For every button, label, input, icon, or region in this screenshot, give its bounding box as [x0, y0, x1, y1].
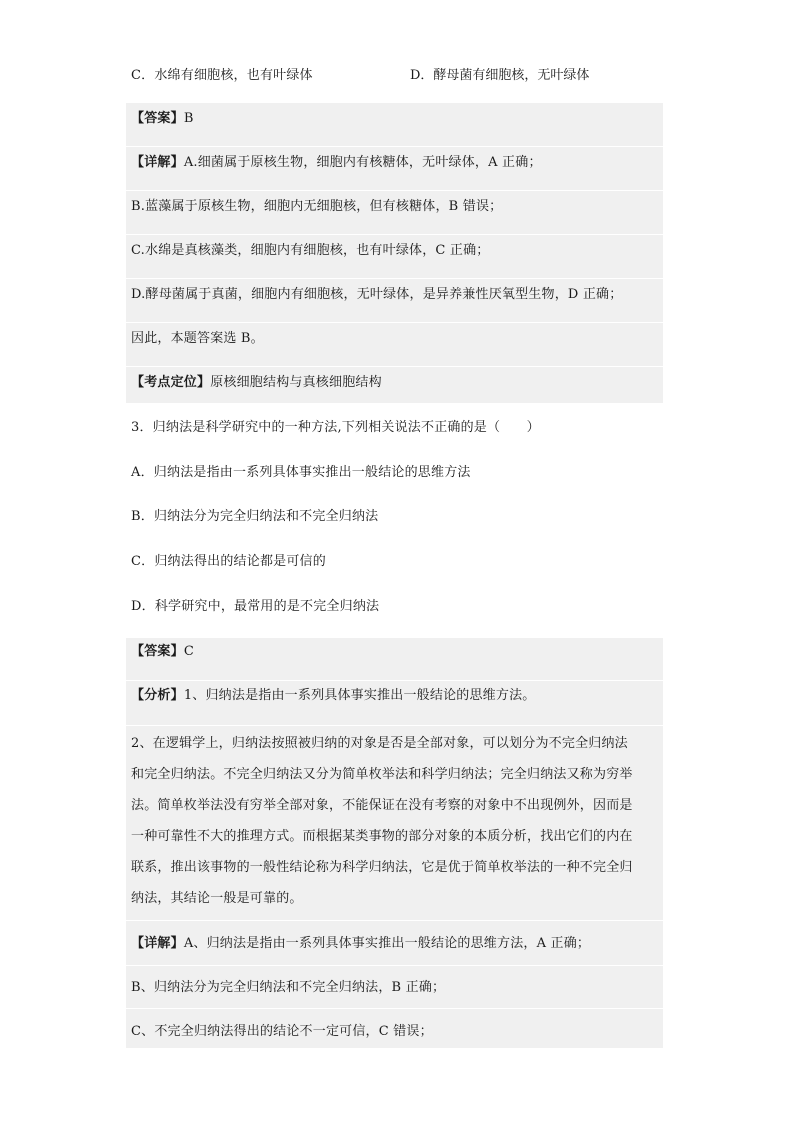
analysis-tag: 【分析】 [131, 688, 184, 703]
detail-text: A、归纳法是指由一系列具体事实推出一般结论的思维方法，A 正确； [183, 936, 591, 951]
q2-detail-line-2: B.蓝藻属于原核生物，细胞内无细胞核，但有核糖体，B 错误； [131, 199, 503, 214]
separator [126, 1008, 663, 1009]
answer-value: B [183, 111, 194, 126]
q3-analysis-para-line: 2、在逻辑学上，归纳法按照被归纳的对象是否是全部对象，可以划分为不完全归纳法 [131, 736, 628, 751]
answer-value: C [183, 644, 194, 659]
q3-option-c: C．归纳法得出的结论都是可信的 [131, 554, 326, 569]
answer-tag: 【答案】 [131, 111, 184, 126]
q2-detail-line-4: D.酵母菌属于真菌，细胞内有细胞核，无叶绿体，是异养兼性厌氧型生物，D 正确； [131, 287, 623, 302]
q2-detail-line-5: 因此，本题答案选 B。 [131, 331, 264, 346]
q3-analysis-para-line: 纳法，其结论一般是可靠的。 [131, 891, 303, 906]
q3-analysis-para-line: 和完全归纳法。不完全归纳法又分为简单枚举法和科学归纳法；完全归纳法又称为穷举 [131, 767, 633, 782]
separator [126, 725, 663, 726]
q3-detail-line-1 [131, 934, 590, 954]
separator [126, 680, 663, 681]
detail-tag: 【详解】 [131, 936, 184, 951]
q3-option-b: B．归纳法分为完全归纳法和不完全归纳法 [131, 509, 379, 524]
q2-detail-line-3: C.水绵是真核藻类，细胞内有细胞核，也有叶绿体，C 正确； [131, 243, 490, 258]
point-tag: 【考点定位】 [131, 375, 211, 390]
q3-analysis-line-1 [131, 686, 535, 706]
q3-analysis-para-line: 一种可靠性不大的推理方式。而根据某类事物的部分对象的本质分析，找出它们的内在 [131, 829, 633, 844]
answer-tag: 【答案】 [131, 644, 184, 659]
separator [126, 278, 663, 279]
separator [126, 920, 663, 921]
q3-analysis-para-line: 联系，推出该事物的一般性结论称为科学归纳法，它是优于简单枚举法的一种不完全归 [131, 860, 633, 875]
q3-option-a: A．归纳法是指由一系列具体事实推出一般结论的思维方法 [131, 465, 471, 480]
q2-point-line [131, 373, 382, 393]
q3-stem: 3．归纳法是科学研究中的一种方法,下列相关说法不正确的是（ ） [131, 420, 540, 435]
analysis-text: 1、归纳法是指由一系列具体事实推出一般结论的思维方法。 [183, 688, 536, 703]
detail-tag: 【详解】 [131, 155, 184, 170]
detail-text: A.细菌属于原核生物，细胞内有核糖体，无叶绿体，A 正确； [183, 155, 542, 170]
q2-option-c: C．水绵有细胞核，也有叶绿体 [131, 68, 313, 83]
q2-option-d: D．酵母菌有细胞核，无叶绿体 [410, 68, 590, 83]
point-value: 原核细胞结构与真核细胞结构 [210, 375, 382, 390]
separator [126, 146, 663, 147]
q3-detail-line-2: B、归纳法分为完全归纳法和不完全归纳法，B 正确； [131, 980, 446, 995]
q3-option-d: D．科学研究中，最常用的是不完全归纳法 [131, 599, 380, 614]
q3-analysis-para-line: 法。简单枚举法没有穷举全部对象，不能保证在没有考察的对象中不出现例外，因而是 [131, 798, 633, 813]
separator [126, 190, 663, 191]
q3-detail-line-3: C、不完全归纳法得出的结论不一定可信，C 错误； [131, 1024, 433, 1039]
q3-answer-line [131, 642, 194, 662]
separator [126, 322, 663, 323]
q2-detail-line-1 [131, 153, 542, 173]
separator [126, 366, 663, 367]
q2-answer-line [131, 109, 194, 129]
separator [126, 234, 663, 235]
separator [126, 965, 663, 966]
